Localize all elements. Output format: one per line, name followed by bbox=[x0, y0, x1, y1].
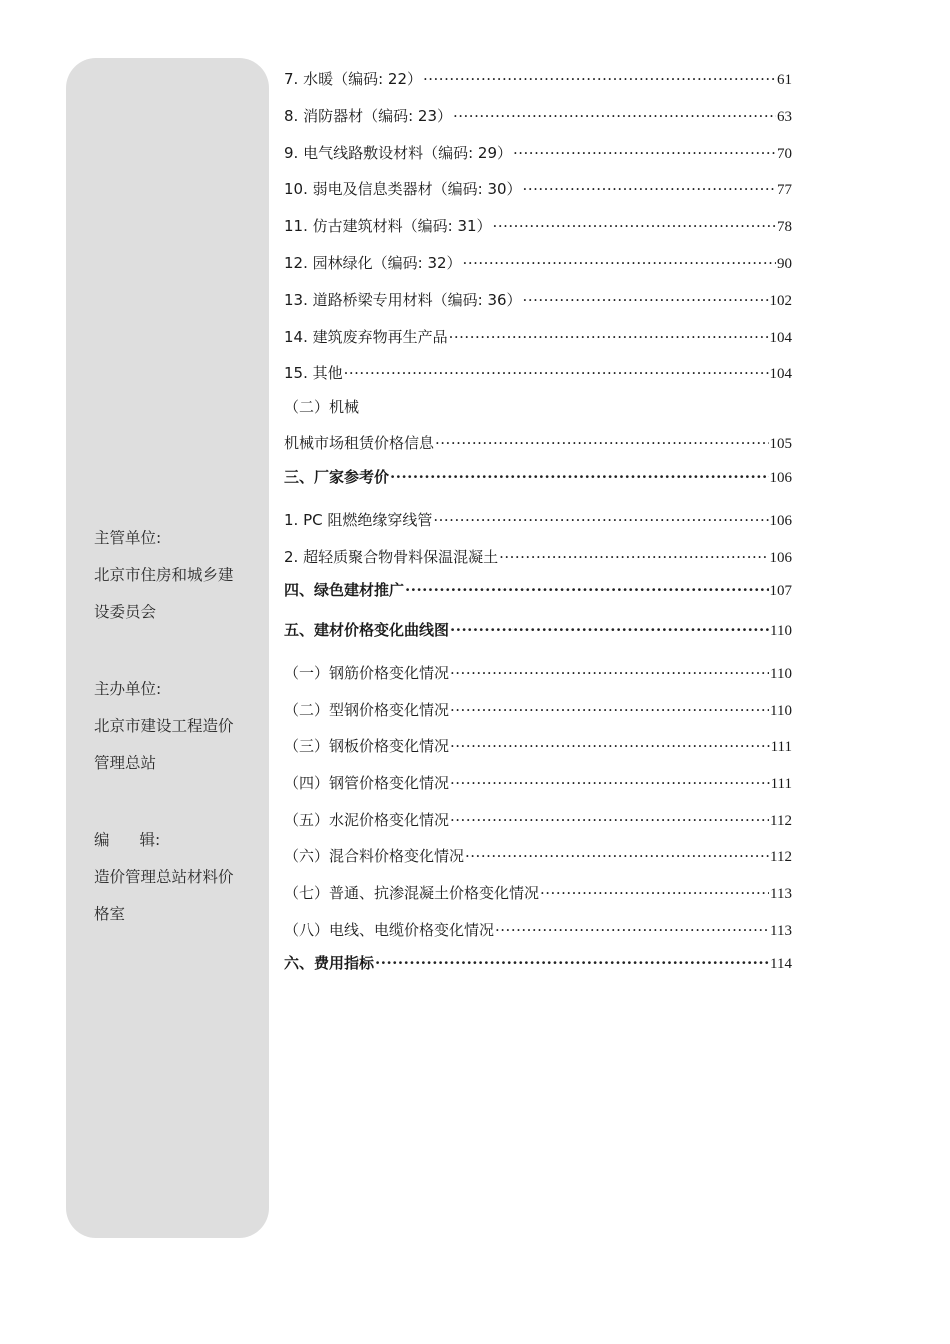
toc-entry-page: 113 bbox=[770, 923, 792, 939]
toc-entry-page: 107 bbox=[769, 583, 792, 599]
toc-entry-page: 111 bbox=[770, 776, 792, 792]
toc-entry[interactable] bbox=[284, 326, 792, 347]
editor-label-b: 辑: bbox=[139, 831, 161, 849]
toc-entry[interactable] bbox=[284, 432, 792, 453]
toc-entry-page: 90 bbox=[777, 256, 792, 272]
dot-leader bbox=[433, 511, 768, 529]
toc-section-heading[interactable] bbox=[284, 952, 792, 973]
toc-entry-page: 104 bbox=[769, 330, 792, 346]
toc-entry-title: 11. 仿古建筑材料（编码: 31） bbox=[284, 217, 492, 235]
toc-entry-page: 63 bbox=[777, 109, 792, 125]
toc-entry[interactable] bbox=[284, 772, 792, 793]
toc-entry-title: 9. 电气线路敷设材料（编码: 29） bbox=[284, 144, 512, 162]
toc-entry[interactable] bbox=[284, 178, 792, 199]
toc-entry-title: 三、厂家参考价 bbox=[284, 468, 390, 486]
dot-leader bbox=[465, 847, 769, 865]
toc-entry-title: （六）混合料价格变化情况 bbox=[284, 847, 465, 865]
toc-entry-title: （五）水泥价格变化情况 bbox=[284, 811, 450, 829]
toc-entry-page: 113 bbox=[770, 886, 792, 902]
toc-entry-page: 104 bbox=[769, 366, 792, 382]
toc-entry-title: 12. 园林绿化（编码: 32） bbox=[284, 254, 462, 272]
toc-entry-title: 14. 建筑废弃物再生产品 bbox=[284, 328, 448, 346]
editor-name-line2: 格室 bbox=[94, 905, 126, 923]
dot-leader bbox=[523, 291, 769, 309]
toc-entry-page: 105 bbox=[769, 436, 792, 452]
toc-section-heading[interactable] bbox=[284, 579, 792, 600]
toc-section-heading[interactable] bbox=[284, 619, 792, 640]
toc-entry-title: 2. 超轻质聚合物骨料保温混凝土 bbox=[284, 548, 499, 566]
supervisor-name-line1: 北京市住房和城乡建 bbox=[94, 566, 234, 584]
toc-entry-page: 102 bbox=[769, 293, 792, 309]
toc-entry[interactable] bbox=[284, 252, 792, 273]
dot-leader bbox=[423, 70, 776, 88]
host-name-line1: 北京市建设工程造价 bbox=[94, 717, 234, 735]
supervisor-label: 主管单位: bbox=[94, 529, 162, 547]
toc-entry[interactable] bbox=[284, 289, 792, 310]
host-label: 主办单位: bbox=[94, 680, 162, 698]
toc-entry-page: 106 bbox=[769, 513, 792, 529]
toc-entry-title: 六、费用指标 bbox=[284, 954, 375, 972]
toc-entry-page: 110 bbox=[770, 666, 792, 682]
dot-leader bbox=[453, 107, 776, 125]
toc-entry-page: 78 bbox=[777, 219, 792, 235]
toc-entry-title: 10. 弱电及信息类器材（编码: 30） bbox=[284, 180, 522, 198]
dot-leader bbox=[493, 217, 776, 235]
toc-entry[interactable] bbox=[284, 662, 792, 683]
toc-entry[interactable] bbox=[284, 105, 792, 126]
toc-entry-title: 15. 其他 bbox=[284, 364, 343, 382]
toc-entry-page: 106 bbox=[769, 550, 792, 566]
toc-entry-title: （七）普通、抗渗混凝土价格变化情况 bbox=[284, 884, 540, 902]
supervisor-name-line2: 设委员会 bbox=[94, 603, 157, 621]
editor-label-a: 编 bbox=[94, 831, 110, 849]
toc-entry-title: （四）钢管价格变化情况 bbox=[284, 774, 450, 792]
toc-entry-title: 1. PC 阻燃绝缘穿线管 bbox=[284, 511, 433, 529]
toc-entry-page: 114 bbox=[770, 956, 792, 972]
editor-name-line1: 造价管理总站材料价 bbox=[94, 868, 234, 886]
toc-entry-page: 70 bbox=[777, 146, 792, 162]
dot-leader bbox=[513, 144, 776, 162]
toc-entry[interactable] bbox=[284, 68, 792, 89]
dot-leader bbox=[449, 328, 769, 346]
dot-leader bbox=[495, 921, 769, 939]
toc-entry[interactable] bbox=[284, 546, 792, 567]
toc-subheading[interactable] bbox=[284, 396, 792, 417]
toc-entry-title: （二）机械 bbox=[284, 398, 360, 416]
dot-leader bbox=[450, 737, 770, 755]
toc-entry-title: 7. 水暖（编码: 22） bbox=[284, 70, 422, 88]
toc-entry[interactable] bbox=[284, 735, 792, 756]
toc-entry[interactable] bbox=[284, 509, 792, 530]
toc-entry-page: 106 bbox=[769, 470, 792, 486]
toc-entry[interactable] bbox=[284, 882, 792, 903]
toc-entry-title: （八）电线、电缆价格变化情况 bbox=[284, 921, 495, 939]
toc-entry-page: 77 bbox=[777, 182, 792, 198]
toc-entry-page: 61 bbox=[777, 72, 792, 88]
dot-leader bbox=[435, 434, 768, 452]
toc-entry-page: 110 bbox=[770, 703, 792, 719]
toc-entry-title: （一）钢筋价格变化情况 bbox=[284, 664, 450, 682]
toc-entry-title: 13. 道路桥梁专用材料（编码: 36） bbox=[284, 291, 522, 309]
toc-section-heading[interactable] bbox=[284, 466, 792, 487]
dot-leader bbox=[344, 364, 769, 382]
dot-leader bbox=[375, 954, 769, 972]
dot-leader bbox=[450, 621, 769, 639]
toc-entry-page: 110 bbox=[770, 623, 792, 639]
dot-leader bbox=[450, 664, 769, 682]
dot-leader bbox=[499, 548, 768, 566]
dot-leader bbox=[450, 774, 770, 792]
host-name-line2: 管理总站 bbox=[94, 754, 157, 772]
dot-leader bbox=[463, 254, 776, 272]
toc-entry-page: 111 bbox=[770, 739, 792, 755]
toc-entry-page: 112 bbox=[770, 813, 792, 829]
dot-leader bbox=[405, 581, 768, 599]
toc-entry-title: （三）钢板价格变化情况 bbox=[284, 737, 450, 755]
toc-entry[interactable] bbox=[284, 919, 792, 940]
toc-entry[interactable] bbox=[284, 809, 792, 830]
toc-entry-title: （二）型钢价格变化情况 bbox=[284, 701, 450, 719]
dot-leader bbox=[540, 884, 769, 902]
toc-entry[interactable] bbox=[284, 142, 792, 163]
toc-entry-title: 机械市场租赁价格信息 bbox=[284, 434, 435, 452]
dot-leader bbox=[390, 468, 768, 486]
toc-entry-page: 112 bbox=[770, 849, 792, 865]
dot-leader bbox=[450, 811, 769, 829]
toc-entry[interactable] bbox=[284, 699, 792, 720]
dot-leader bbox=[523, 180, 776, 198]
toc-entry-title: 8. 消防器材（编码: 23） bbox=[284, 107, 452, 125]
toc-entry[interactable] bbox=[284, 215, 792, 236]
dot-leader bbox=[450, 701, 769, 719]
toc-entry[interactable] bbox=[284, 845, 792, 866]
toc-entry-title: 四、绿色建材推广 bbox=[284, 581, 405, 599]
toc-entry[interactable] bbox=[284, 362, 792, 383]
editor-label bbox=[94, 822, 254, 859]
publisher-info bbox=[94, 520, 254, 933]
toc-entry-title: 五、建材价格变化曲线图 bbox=[284, 621, 450, 639]
